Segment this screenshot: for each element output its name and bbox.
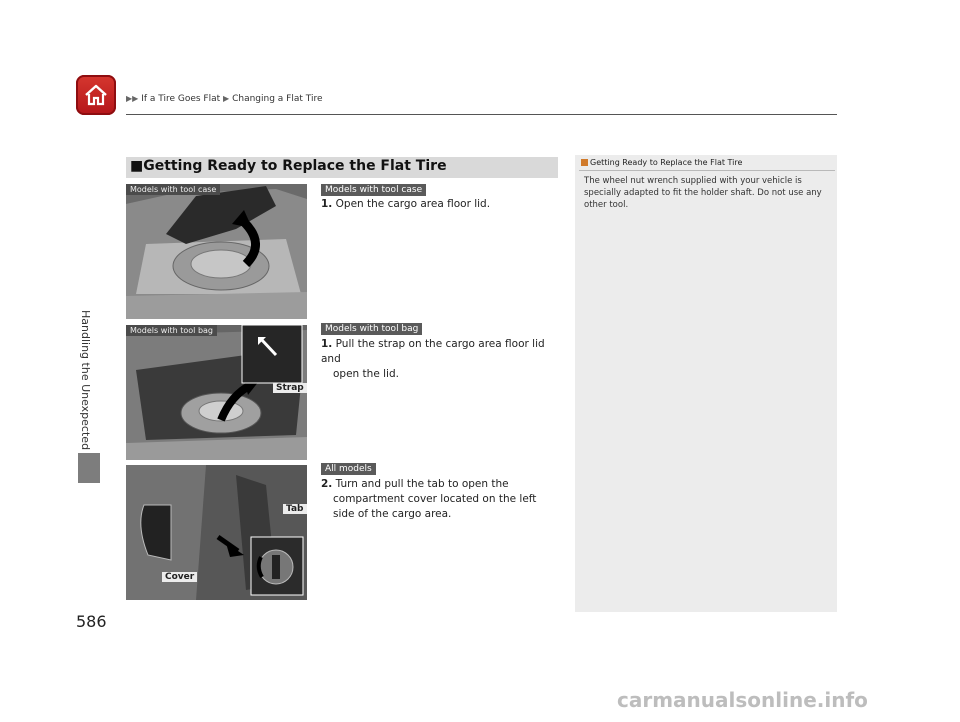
note-title: Getting Ready to Replace the Flat Tire <box>581 158 742 167</box>
model-tag: Models with tool bag <box>321 323 422 335</box>
breadcrumb-arrow-icon: ▶ <box>223 94 230 103</box>
section-heading: ■Getting Ready to Replace the Flat Tire <box>126 157 558 178</box>
note-divider <box>579 170 835 171</box>
home-icon <box>83 82 109 108</box>
image-tag: Models with tool case <box>126 184 220 195</box>
tab-cover-image <box>126 465 307 600</box>
page-number: 586 <box>76 612 107 631</box>
section-bullet-icon: ■ <box>130 158 144 174</box>
breadcrumb <box>126 94 323 104</box>
chapter-tab-marker <box>78 453 100 483</box>
cargo-floor-lid-image <box>126 184 307 319</box>
model-tag: All models <box>321 463 376 475</box>
header-divider <box>126 114 837 115</box>
side-note-panel <box>575 155 837 612</box>
cover-callout: Cover <box>162 572 197 582</box>
chapter-label: Handling the Unexpected <box>79 310 92 451</box>
step-pull-strap: 1. Pull the strap on the cargo area floor lid and open the lid. <box>321 338 545 380</box>
breadcrumb-current[interactable]: Changing a Flat Tire <box>232 94 323 104</box>
model-tag: Models with tool case <box>321 184 426 196</box>
breadcrumb-link-flat-tire[interactable]: If a Tire Goes Flat <box>141 94 221 104</box>
watermark: carmanualsonline.info <box>617 688 868 712</box>
step-open-compartment: 2. Turn and pull the tab to open the compartment cover located on the left side of the cargo area. <box>321 478 537 520</box>
home-button[interactable] <box>76 75 116 115</box>
breadcrumb-arrow-icon: ▶▶ <box>126 94 139 103</box>
step-open-floor-lid: 1. Open the cargo area floor lid. <box>321 198 491 210</box>
image-tag: Models with tool bag <box>126 325 217 336</box>
note-marker-icon <box>581 159 588 166</box>
tab-callout: Tab <box>283 504 307 514</box>
strap-callout: Strap <box>273 383 307 393</box>
cargo-area-illustration <box>126 184 307 319</box>
compartment-cover-illustration <box>126 465 307 600</box>
note-text: The wheel nut wrench supplied with your vehicle is specially adapted to fit the holder shaft. Do not use any other tool. <box>584 176 822 210</box>
